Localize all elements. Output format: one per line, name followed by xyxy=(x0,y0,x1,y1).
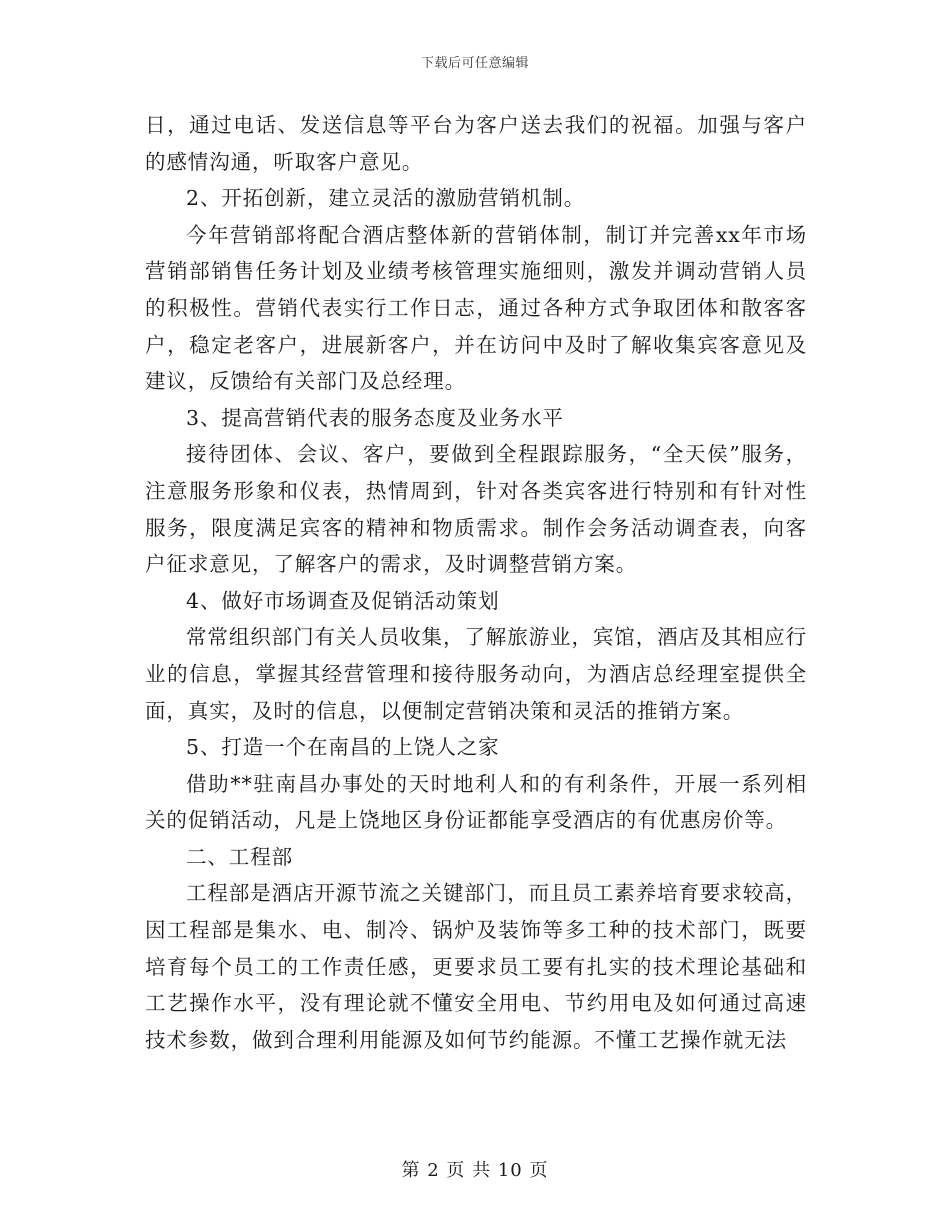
paragraph: 常常组织部门有关人员收集，了解旅游业，宾馆，酒店及其相应行业的信息，掌握其经营管理和接待服务动向，为酒店总经理室提供全面，真实，及时的信息，以便制定营销决策和灵活的推销方案。 xyxy=(145,625,807,723)
paragraph: 工程部是酒店开源节流之关键部门，而且员工素养培育要求较高，因工程部是集水、电、制冷、锅炉及装饰等多工种的技术部门，既要培育每个员工的工作责任感，更要求员工要有扎实的技术理论基础和工艺操作水平，没有理论就不懂安全用电、节约用电及如何通过高速技术参数，做到合理利用能源及如何节约能源。不懂工艺操作就无法 xyxy=(145,881,807,1052)
paragraph: 接待团体、会议、客户，要做到全程跟踪服务，“全天侯”服务，注意服务形象和仪表，热情周到，针对各类宾客进行特别和有针对性服务，限度满足宾客的精神和物质需求。制作会务活动调查表，向客户征求意见，了解客户的需求，及时调整营销方案。 xyxy=(145,442,807,577)
paragraph-continued: 日，通过电话、发送信息等平台为客户送去我们的祝福。加强与客户的感情沟通，听取客户意见。 xyxy=(145,113,807,174)
section-heading-4: 4、做好市场调查及促销活动策划 xyxy=(186,588,500,613)
page-header: 下载后可任意编辑 xyxy=(420,56,529,71)
section-heading-3: 3、提高营销代表的服务态度及业务水平 xyxy=(186,405,564,430)
section-heading-2: 2、开拓创新，建立灵活的激励营销机制。 xyxy=(186,186,586,211)
document-body xyxy=(145,107,807,1058)
page-footer: 第 2 页 共 10 页 xyxy=(401,1160,549,1181)
paragraph: 借助**驻南昌办事处的天时地利人和的有利条件，开展一系列相关的促销活动，凡是上饶地区身份证都能享受酒店的有优惠房价等。 xyxy=(145,771,807,833)
section-heading-5: 5、打造一个在南昌的上饶人之家 xyxy=(186,735,500,760)
paragraph: 今年营销部将配合酒店整体新的营销体制，制订并完善xx年市场营销部销售任务计划及业绩考核管理实施细则，激发并调动营销人员的积极性。营销代表实行工作日志，通过各种方式争取团体和散客客户，稳定老客户，进展新客户，并在访问中及时了解收集宾客意见及建议，反馈给有关部门及总经理。 xyxy=(145,222,807,394)
chapter-heading-engineering: 二、工程部 xyxy=(186,844,293,869)
